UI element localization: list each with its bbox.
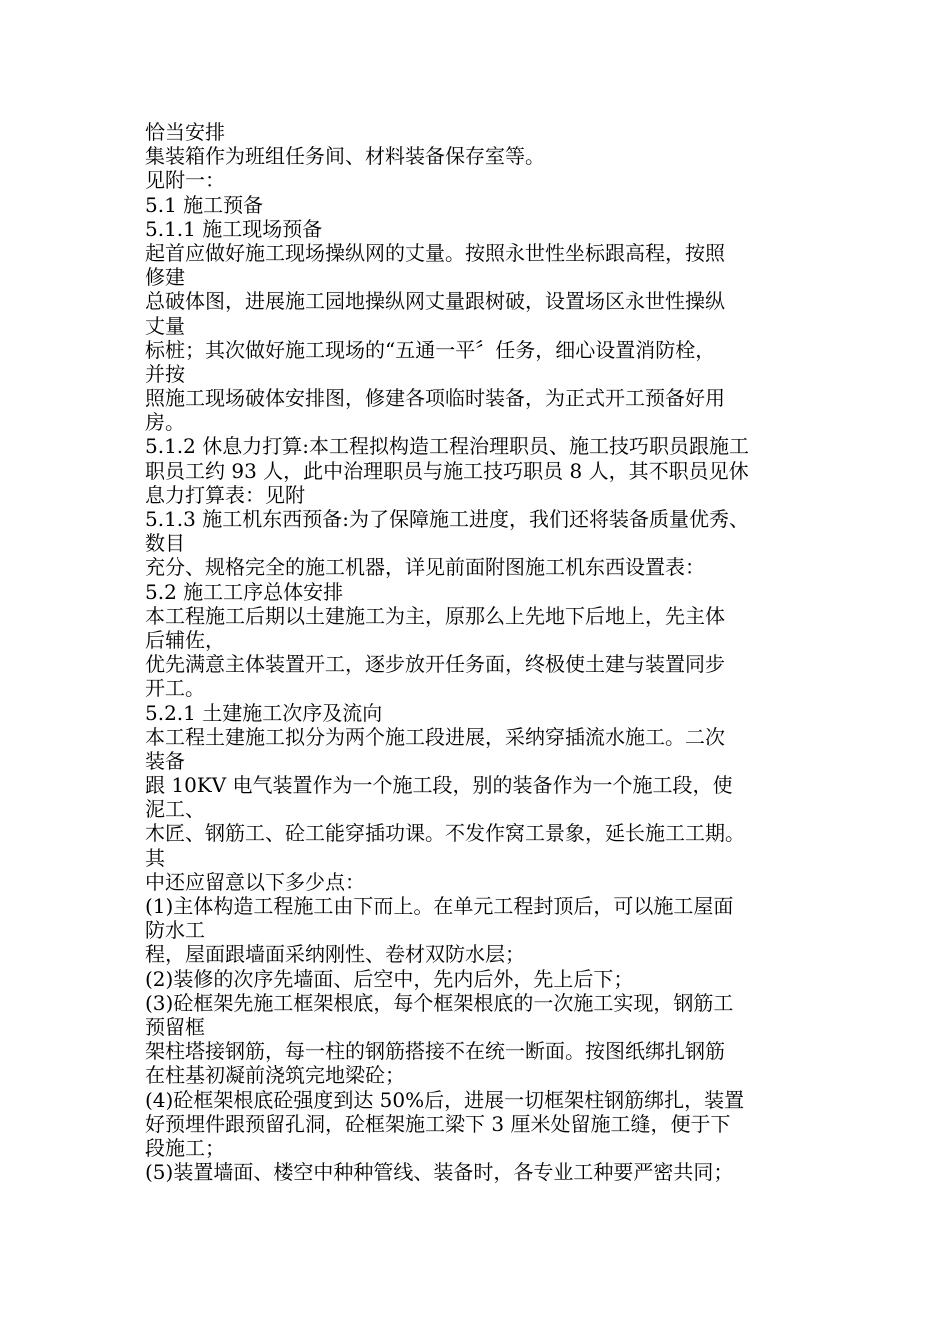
text-line: 开工。 — [145, 676, 205, 701]
list-item: (4)砼框架根底砼强度到达 50%后，进展一切框架柱钢筋绑扎，装置 — [145, 1087, 745, 1112]
text-line: 程，屋面跟墙面采纳刚性、卷材双防水层； — [145, 942, 525, 967]
list-item: (1)主体构造工程施工由下而上。在单元工程封顶后，可以施工屋面 — [145, 894, 734, 918]
text-line: 装备 — [145, 748, 185, 773]
text-line: 段施工； — [145, 1135, 225, 1160]
text-line: 跟 10KV 电气装置作为一个施工段，别的装备作为一个施工段，使 — [145, 773, 733, 798]
text-line: 在柱基初凝前浇筑完地梁砼； — [145, 1063, 405, 1088]
text-line: 后辅佐， — [145, 627, 225, 652]
text-line: 息力打算表：见附 — [145, 482, 305, 507]
text-line: 好预埋件跟预留孔洞，砼框架施工梁下 3 厘米处留施工缝，便于下 — [145, 1111, 731, 1136]
text-line: 房。 — [145, 410, 185, 435]
text-line: 预留框 — [145, 1014, 205, 1039]
text-line: 防水工 — [145, 918, 205, 943]
text-line: 总破体图，进展施工园地操纵网丈量跟树破，设置场区永世性操纵 — [145, 289, 725, 314]
text-line: 优先满意主体装置开工，逐步放开任务面，终极使土建与装置同步 — [145, 652, 725, 677]
text-line: 照施工现场破体安排图，修建各项临时装备，为正式开工预备好用 — [145, 386, 725, 411]
text-line: 架柱塔接钢筋，每一柱的钢筋搭接不在统一断面。按图纸绑扎钢筋 — [145, 1039, 725, 1064]
list-item: (5)装置墙面、楼空中种种管线、装备时，各专业工种要严密共同； — [145, 1160, 734, 1185]
text-line: 其 — [145, 845, 165, 870]
text-line: 标桩；其次做好施工现场的“五通一平〞任务，细心设置消防栓， — [145, 337, 716, 362]
text-line: 5.1.2 休息力打算:本工程拟构造工程治理职员、施工技巧职员跟施工 — [145, 434, 749, 459]
text-line: 职员工约 93 人，此中治理职员与施工技巧职员 8 人，其不职员见休 — [145, 458, 749, 483]
text-line: 充分、规格完全的施工机器，详见前面附图施工机东西设置表： — [145, 555, 705, 580]
text-line: 见附一： — [145, 168, 225, 193]
text-line: 修建 — [145, 265, 185, 290]
text-line: 5.1.3 施工机东西预备:为了保障施工进度，我们还将装备质量优秀、 — [145, 507, 749, 531]
text-line: 起首应做好施工现场操纵网的丈量。按照永世性坐标跟高程，按照 — [145, 240, 725, 265]
text-line: 泥工、 — [145, 797, 205, 822]
text-line: 本工程施工后期以土建施工为主，原那么上先地下后地上，先主体 — [145, 603, 725, 628]
text-line: 本工程土建施工拟分为两个施工段进展，采纳穿插流水施工。二次 — [145, 724, 725, 749]
list-item: (2)装修的次序先墙面、后空中，先内后外，先上后下； — [145, 966, 634, 991]
section-heading: 5.1.1 施工现场预备 — [145, 216, 323, 241]
section-heading: 5.1 施工预备 — [145, 192, 264, 217]
text-line: 中还应留意以下多少点： — [145, 869, 365, 894]
section-heading: 5.2 施工工序总体安排 — [145, 579, 344, 604]
text-line: 丈量 — [145, 313, 185, 338]
text-line: 集装箱作为班组任务间、材料装备保存室等。 — [145, 144, 545, 169]
text-line: 木匠、钢筋工、砼工能穿插功课。不发作窝工景象，延长施工工期。 — [145, 821, 745, 846]
text-line: 并按 — [145, 361, 185, 386]
section-heading: 5.2.1 土建施工次序及流向 — [145, 700, 383, 725]
text-line: 恰当安排 — [145, 120, 225, 144]
text-line: 数目 — [145, 531, 185, 556]
document-body — [145, 120, 815, 1184]
list-item: (3)砼框架先施工框架根底，每个框架根底的一次施工实现，钢筋工 — [145, 990, 734, 1015]
